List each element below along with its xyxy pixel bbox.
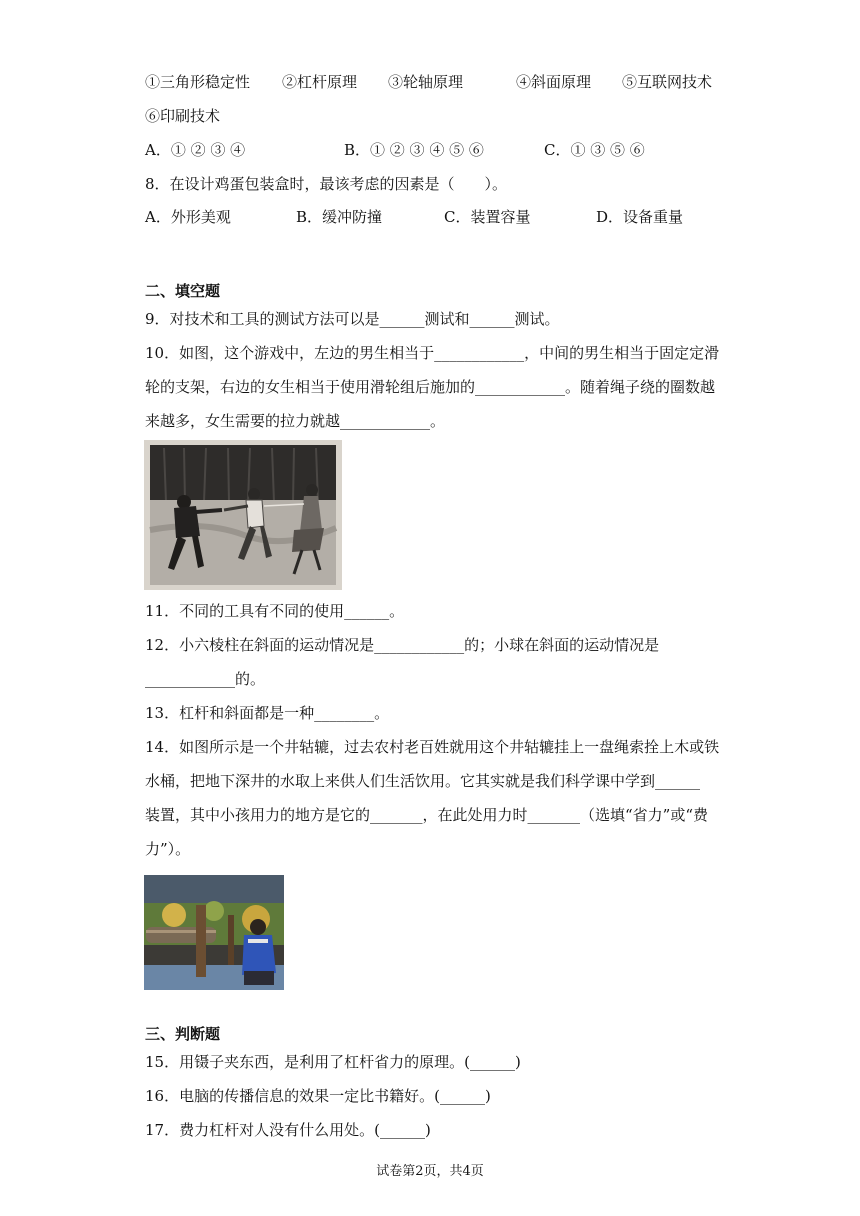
well-windlass-photo [144,875,284,990]
q8-stem: 8．在设计鸡蛋包装盒时，最该考虑的因素是（ ）。 [145,175,508,193]
q14-line2: 水桶，把地下深井的水取上来供人们生活饮用。它其实就是我们科学课中学到______ [145,772,701,790]
option-4: ④斜面原理 [516,73,592,91]
q10-line1: 10．如图，这个游戏中，左边的男生相当于____________，中间的男生相当于固定定滑 [145,344,720,362]
q15: 15．用镊子夹东西，是利用了杠杆省力的原理。(______) [145,1053,521,1071]
q11: 11．不同的工具有不同的使用______。 [145,602,405,620]
q8-choice-a: A．外形美观 [145,208,231,226]
q10-line2: 轮的支架，右边的女生相当于使用滑轮组后施加的____________。随着绳子绕的圈数越 [145,378,716,396]
q7-choice-a: A．① ② ③ ④ [145,141,246,159]
q12-line2: ____________的。 [145,670,266,688]
q14-line4: 力”）。 [145,840,191,858]
q12-line1: 12．小六棱柱在斜面的运动情况是____________的；小球在斜面的运动情况是 [145,636,660,654]
option-3: ③轮轴原理 [388,73,464,91]
q7-choice-c: C．① ③ ⑤ ⑥ [544,141,645,159]
option-1: ①三角形稳定性 [145,73,251,91]
q14-line1: 14．如图所示是一个井轱辘，过去农村老百姓就用这个井轱辘挂上一盘绳索拴上木或铁 [145,738,720,756]
q9: 9．对技术和工具的测试方法可以是______测试和______测试。 [145,310,560,328]
q16: 16．电脑的传播信息的效果一定比书籍好。(______) [145,1087,491,1105]
page-footer: 试卷第2页，共4页 [376,1164,484,1179]
option-5: ⑤互联网技术 [622,73,713,91]
q8-choice-c: C．装置容量 [444,208,531,226]
pulley-game-photo [144,440,342,590]
q10-line3: 来越多，女生需要的拉力就越____________。 [145,412,446,430]
q17: 17．费力杠杆对人没有什么用处。(______) [145,1121,431,1139]
q13: 13．杠杆和斜面都是一种________。 [145,704,390,722]
q8-choice-b: B．缓冲防撞 [296,208,383,226]
option-2: ②杠杆原理 [282,73,358,91]
q7-choice-b: B．① ② ③ ④ ⑤ ⑥ [344,141,484,159]
option-6: ⑥印刷技术 [145,107,221,125]
q8-choice-d: D．设备重量 [596,208,684,226]
section-title-judgement: 三、判断题 [145,1025,221,1043]
q14-line3: 装置，其中小孩用力的地方是它的_______，在此处用力时_______（选填“省力”或“费 [145,806,709,824]
section-title-fill-in: 二、填空题 [145,282,221,300]
